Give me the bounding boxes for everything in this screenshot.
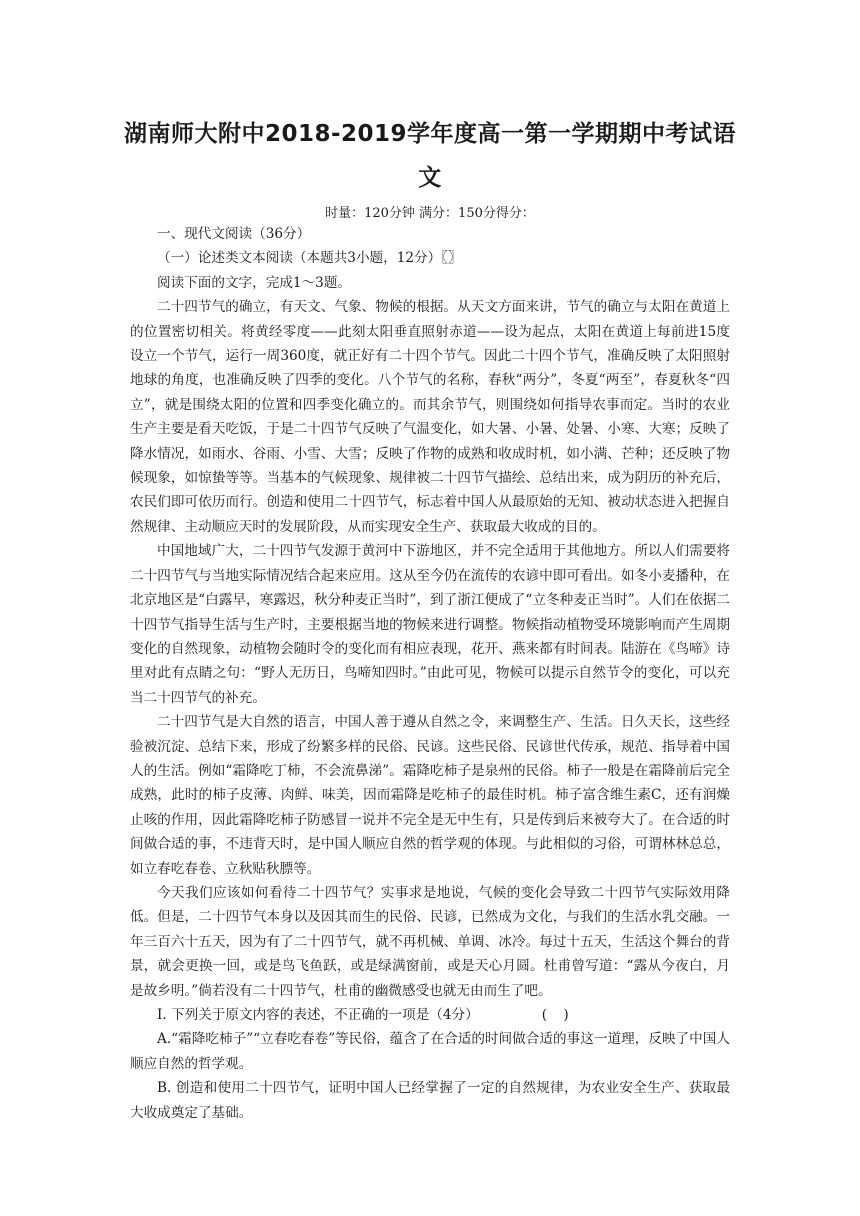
reading-instruction: 阅读下面的文字，完成1～3题。	[157, 274, 352, 291]
subsection-heading: （一）论述类文本阅读（本题共3小题，12分）〖〗	[157, 250, 462, 267]
answer-bracket: ( )	[541, 1007, 575, 1023]
passage-paragraph-1: 二十四节气的确立，有天文、气象、物候的根据。从天文方面来讲，节气的确立与太阳在黄道上的位置密切相关。将黄经零度——此刻太阳垂直照射赤道——设为起点，太阳在黄道上每前进15度设立一个节气，运行一周360度，就正好有二十四个节气。因此二十四个节气，准确反映了太阳照射地球的角度，也准确反映了四季的变化。八个节气的名称，春秋“两分”，冬夏“两至”，春夏秋冬“四立”，就是围绕太阳的位置和四季变化确立的。而其余节气，则围绕如何指导农事而定。当时的农业生产主要是看天吃饭，于是二十四节气反映了气温变化，如大暑、小暑、处暑、小寒、大寒；反映了降水情况，如雨水、谷雨、小雪、大雪；反映了作物的成熟和收成时机，如小满、芒种；还反映了物候现象，如惊蛰等等。当基本的气候现象、规律被二十四节气描绘、总结出来，成为阴历的补充后，农民们即可依历而行。创造和使用二十四节气，标志着中国人从最原始的无知、被动状态进入把握自然规律、主动顺应天时的发展阶段，从而实现安全生产、获取最大收成的目的。	[130, 299, 730, 535]
exam-title-continuation: 文	[418, 165, 442, 191]
question-1-text: I. 下列关于原文内容的表述，不正确的一项是（4分）	[157, 1007, 479, 1023]
exam-content	[130, 222, 730, 1125]
passage-paragraph-4: 今天我们应该如何看待二十四节气？实事求是地说，气候的变化会导致二十四节气实际效用降低。但是，二十四节气本身以及因其而生的民俗、民谚，已然成为文化，与我们的生活水乳交融。一年三百六十五天，因为有了二十四节气，就不再机械、单调、冰冷。每过十五天，生活这个舞台的背景，就会更换一回，或是鸟飞鱼跃，或是绿满窗前，或是天心月圆。杜甫曾写道：“露从今夜白，月是故乡明。”倘若没有二十四节气，杜甫的幽微感受也就无由而生了吧。	[130, 884, 730, 999]
passage-paragraph-3: 二十四节气是大自然的语言，中国人善于遵从自然之令，来调整生产、生活。日久天长，这些经验被沉淀、总结下来，形成了纷繁多样的民俗、民谚。这些民俗、民谚世代传承，规范、指导着中国人的生活。例如“霜降吃丁柿，不会流鼻涕”。霜降吃柿子是泉州的民俗。柿子一般是在霜降前后完全成熟，此时的柿子皮薄、肉鲜、味美，因而霜降是吃柿子的最佳时机。柿子富含维生素C，还有润燥止咳的作用，因此霜降吃柿子防感冒一说并不完全是无中生有，只是传到后来被夸大了。在合适的时间做合适的事，不违背天时，是中国人顺应自然的哲学观的体现。与此相似的习俗，可谓林林总总，如立春吃春卷、立秋贴秋膘等。	[130, 714, 730, 877]
option-b: B. 创造和使用二十四节气，证明中国人已经掌握了一定的自然规律，为农业安全生产、获取最大收成奠定了基础。	[130, 1080, 730, 1121]
exam-title: 湖南师大附中2018-2019学年度高一第一学期期中考试语	[123, 121, 737, 147]
exam-meta: 时量：120分钟 满分：150分得分：	[325, 206, 535, 221]
option-a: A.“霜降吃柿子”“立春吃春卷”等民俗，蕴含了在合适的时间做合适的事这一道理，反映了中国人顺应自然的哲学观。	[130, 1031, 730, 1072]
passage-paragraph-2: 中国地域广大，二十四节气发源于黄河中下游地区，并不完全适用于其他地方。所以人们需要将二十四节气与当地实际情况结合起来应用。这从至今仍在流传的农谚中即可看出。如冬小麦播种，在北京地区是“白露早，寒露迟，秋分种麦正当时”，到了浙江便成了“立冬种麦正当时”。人们在依据二十四节气指导生活与生产时，主要根据当地的物候来进行调整。物候指动植物受环境影响而产生周期变化的自然现象，动植物会随时令的变化而有相应表现，花开、燕来都有时间表。陆游在《鸟啼》诗里对此有点睛之句：“野人无历日，鸟啼知四时。”由此可见，物候可以提示自然节令的变化，可以充当二十四节气的补充。	[130, 543, 730, 706]
section-heading: 一、现代文阅读（36分）	[157, 226, 311, 242]
question-1	[130, 1003, 730, 1027]
